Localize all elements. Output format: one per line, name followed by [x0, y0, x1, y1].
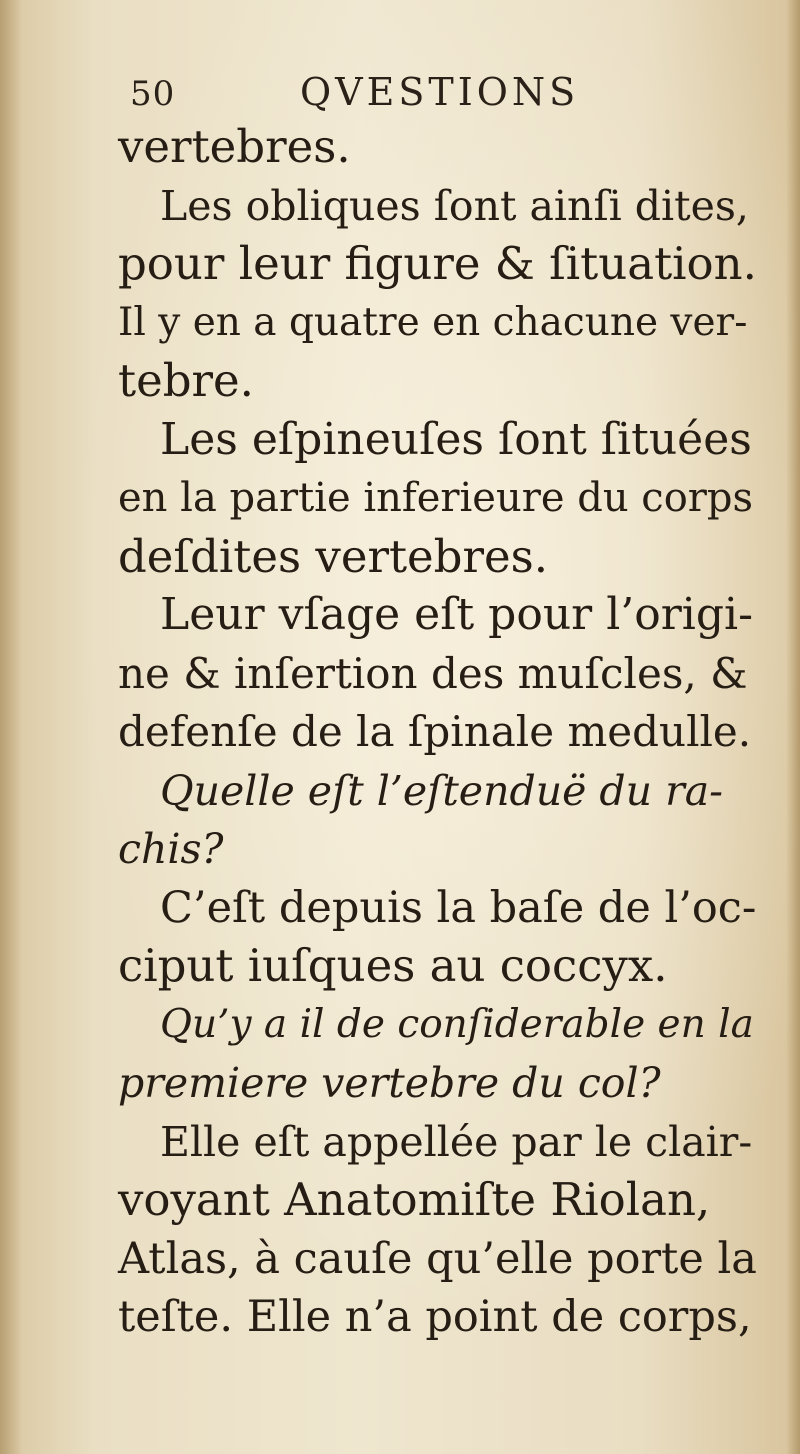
text-line: C’eſt depuis la baſe de l’oc- — [160, 882, 757, 933]
page-text — [118, 118, 757, 1347]
text-line: tebre. — [118, 354, 254, 407]
text-line: Elle eſt appellée par le clair- — [160, 1117, 753, 1166]
text-line: teſte. Elle n’a point de corps, — [118, 1292, 752, 1342]
question-line: Quelle eſt l’eſtenduë du ra- — [160, 766, 724, 815]
text-line: pour leur figure & ſituation. — [118, 237, 757, 290]
text-line: Leur vſage eſt pour l’origi- — [160, 589, 753, 640]
text-line: defenſe de la ſpinale medulle. — [118, 707, 752, 756]
page-edge-shadow-left — [0, 0, 22, 1454]
text-line: deſdites vertebres. — [118, 529, 549, 583]
text-line: Les obliques ſont ainſi dites, — [160, 181, 749, 230]
question-line: premiere vertebre du col? — [118, 1059, 661, 1107]
page-edge-shadow-right — [786, 0, 800, 1454]
page-header — [130, 70, 600, 120]
question-line: chis? — [118, 825, 224, 873]
text-line: en la partie inferieure du corps — [118, 475, 754, 521]
running-title: QVESTIONS — [300, 70, 580, 114]
text-line: Les eſpineuſes ſont ſituées — [160, 413, 752, 465]
text-line: ciput iuſques au coccyx. — [118, 939, 668, 992]
text-line: vertebres. — [118, 120, 351, 173]
page-number: 50 — [130, 74, 176, 114]
text-line: Il y en a quatre en chacune ver- — [118, 299, 748, 345]
question-line: Qu’y a il de conſiderable en la — [160, 1001, 754, 1047]
text-line: ne & inſertion des muſcles, & — [118, 648, 748, 698]
text-line: voyant Anatomiſte Riolan, — [118, 1173, 711, 1226]
text-line: Atlas, à cauſe qu’elle porte la — [118, 1233, 757, 1284]
